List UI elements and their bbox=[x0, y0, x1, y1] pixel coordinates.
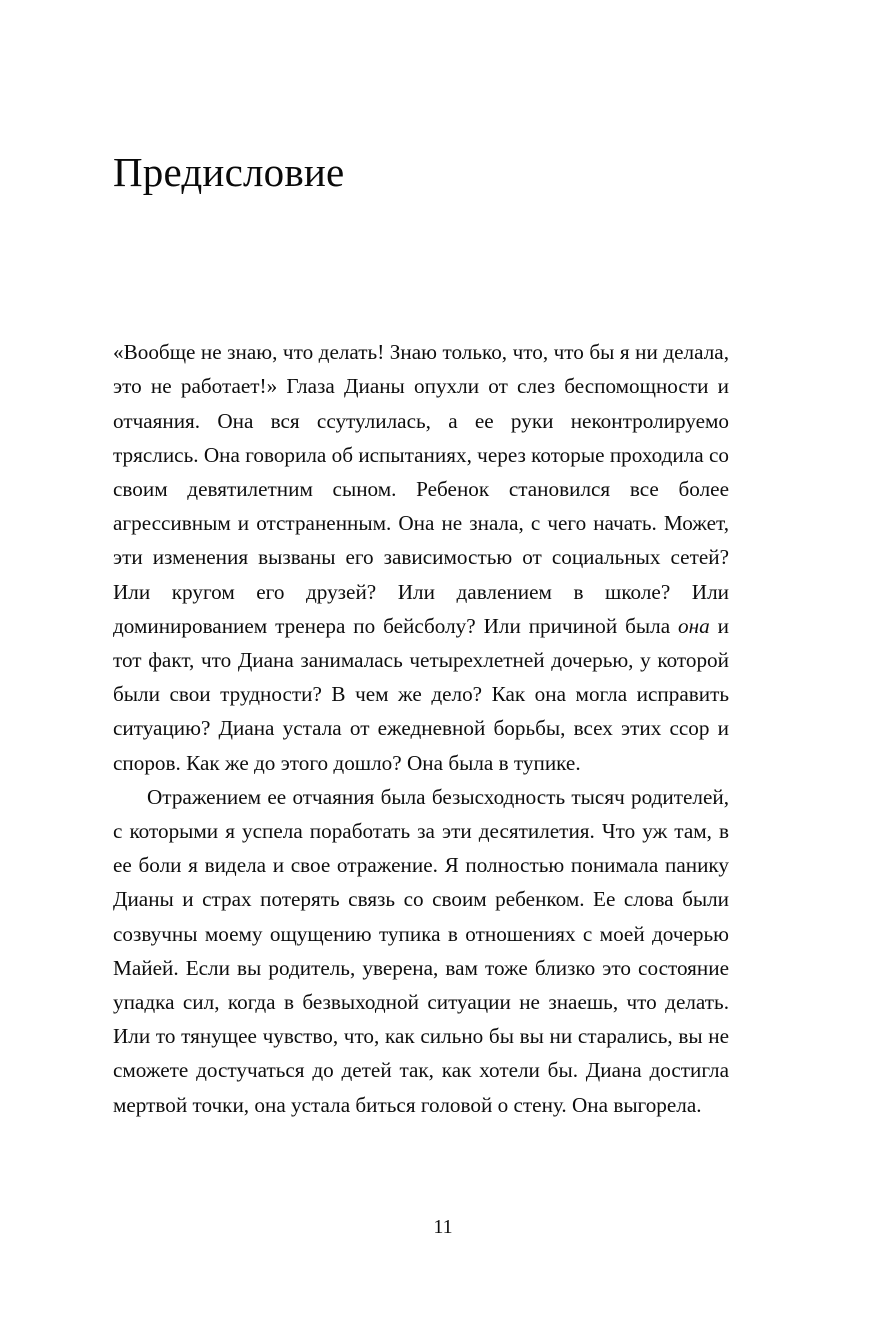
page-number: 11 bbox=[433, 1216, 453, 1238]
paragraph-1-part-2: и тот факт, что Диана занималась четырехлетней дочерью, у которой были свои трудности? В чем же дело? Как она могла исправить ситуацию? Диана устала от ежедневной борьбы, всех этих ссор и споров. Как же до этого дошло? Она была в тупике. bbox=[113, 613, 729, 775]
paragraph-1-emphasis: она bbox=[678, 613, 710, 638]
paragraph-1-part-1: «Вообще не знаю, что делать! Знаю только, что, что бы я ни делала, это не работает!» Глаза Дианы опухли от слез беспомощности и отчаяния. Она вся ссутулилась, а ее руки неконтролируемо тряслись. Она говорила об испытаниях, через которые проходила со своим девятилетним сыном. Ребенок становился все более агрессивным и отстраненным. Она не знала, с чего начать. Может, эти изменения вызваны его зависимостью от социальных сетей? Или кругом его друзей? Или давлением в школе? Или доминированием тренера по бейсболу? Или причиной была bbox=[113, 340, 729, 638]
body-text bbox=[113, 335, 729, 1122]
chapter-title: Предисловие bbox=[113, 149, 345, 195]
paragraph-2: Отражением ее отчаяния была безысходность тысяч родителей, с которыми я успела поработать за эти десятилетия. Что уж там, в ее боли я видела и свое отражение. Я полностью понимала панику Дианы и страх потерять связь со своим ребенком. Ее слова были созвучны моему ощущению тупика в отношениях с моей дочерью Майей. Если вы родитель, уверена, вам тоже близко это состояние упадка сил, когда в безвыходной ситуации не знаешь, что делать. Или то тянущее чувство, что, как сильно бы вы ни старались, вы не сможете достучаться до детей так, как хотели бы. Диана достигла мертвой точки, она устала биться головой о стену. Она выгорела. bbox=[113, 784, 729, 1117]
paragraph-1 bbox=[113, 335, 729, 780]
page-content bbox=[113, 150, 729, 1122]
